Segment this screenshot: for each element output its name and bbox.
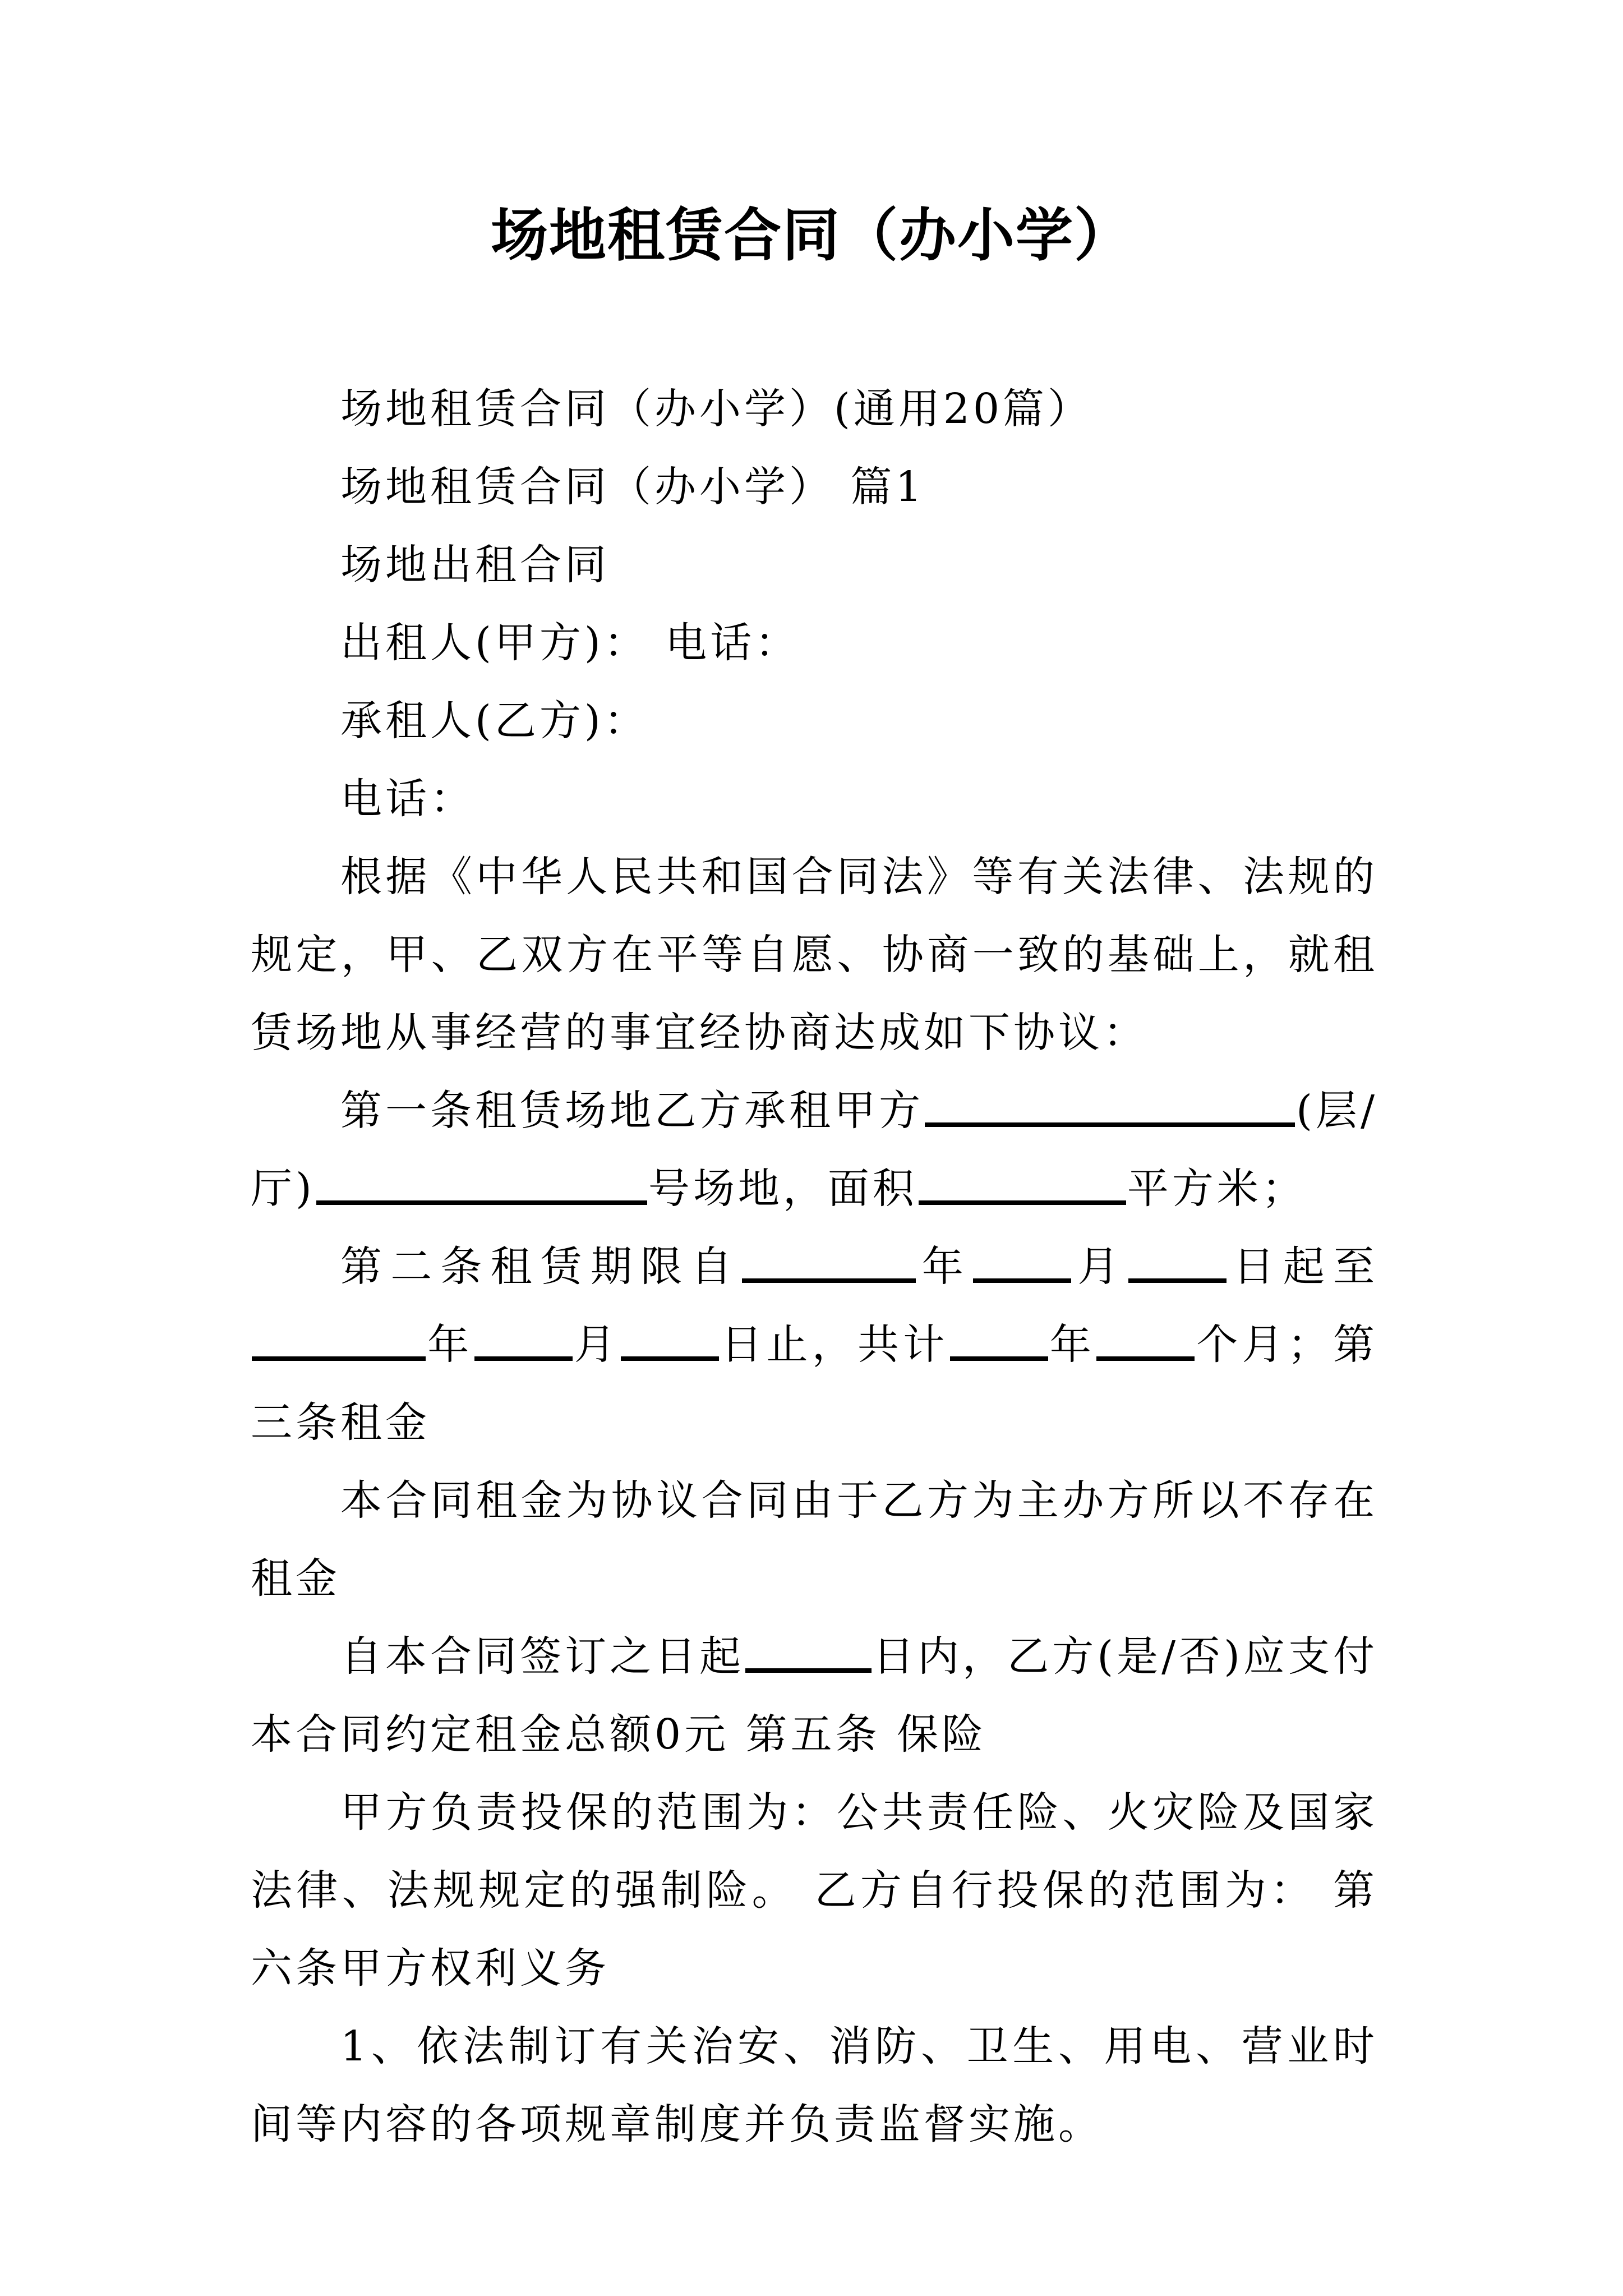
floor-blank[interactable] bbox=[925, 1083, 1295, 1126]
payment-text-a: 自本合同签订之日起 bbox=[340, 1632, 745, 1681]
paragraph-rent: 本合同租金为协议合同由于乙方为主办方所以不存在租金 bbox=[251, 1476, 1378, 1603]
start-day-blank[interactable] bbox=[1128, 1239, 1227, 1282]
article-1-text-b: (层/厅) bbox=[251, 1087, 1378, 1213]
article-2-text-g: 日止，共计 bbox=[720, 1320, 949, 1369]
article-2-text-d: 日起至 bbox=[1228, 1243, 1378, 1291]
paragraph-chapter-heading: 场地租赁合同（办小学） 篇1 bbox=[340, 463, 925, 511]
article-1-text-d: 平方米； bbox=[1127, 1165, 1307, 1213]
article-2-text-a: 第二条租赁期限自 bbox=[340, 1243, 741, 1291]
article-2-text-h: 年 bbox=[1049, 1320, 1095, 1369]
total-years-blank[interactable] bbox=[950, 1317, 1048, 1360]
end-day-blank[interactable] bbox=[621, 1317, 719, 1360]
paragraph-insurance: 甲方负责投保的范围为：公共责任险、火灾险及国家法律、法规规定的强制险。 乙方自行投保的范围为： 第六条甲方权利义务 bbox=[251, 1788, 1378, 1993]
article-1-text-c: 号场地，面积 bbox=[648, 1165, 917, 1213]
paragraph-contract-name: 场地出租合同 bbox=[340, 541, 610, 589]
article-2-text-b: 年 bbox=[916, 1243, 972, 1291]
paragraph-lessor: 出租人(甲方)： 电话： bbox=[340, 619, 800, 667]
article-1-text-a: 第一条租赁场地乙方承租甲方 bbox=[340, 1087, 924, 1135]
end-year-blank[interactable] bbox=[252, 1317, 426, 1360]
payment-text-b: 日内，乙方(是/否)应支付本合同约定租金总额0元 第五条 保险 bbox=[251, 1632, 1378, 1759]
article-2-text-e: 年 bbox=[427, 1320, 473, 1369]
article-2-text-c: 月 bbox=[1072, 1243, 1128, 1291]
paragraph-subtitle: 场地租赁合同（办小学）(通用20篇） bbox=[340, 385, 1093, 433]
paragraph-article-1 bbox=[251, 1072, 1378, 1228]
paragraph-article-2 bbox=[251, 1228, 1378, 1462]
area-blank[interactable] bbox=[919, 1161, 1126, 1204]
document-title: 场地租赁合同（办小学） bbox=[491, 202, 1132, 269]
start-year-blank[interactable] bbox=[742, 1239, 916, 1282]
total-months-blank[interactable] bbox=[1096, 1317, 1195, 1360]
start-month-blank[interactable] bbox=[973, 1239, 1071, 1282]
document-body bbox=[251, 370, 1378, 2164]
paragraph-payment bbox=[251, 1618, 1378, 1774]
paragraph-lessor-duty-1: 1、依法制订有关治安、消防、卫生、用电、营业时间等内容的各项规章制度并负责监督实施。 bbox=[251, 2022, 1378, 2148]
paragraph-lessee: 承租人(乙方)： bbox=[340, 697, 649, 745]
site-number-blank[interactable] bbox=[316, 1161, 647, 1204]
article-2-text-i: 个月；第三条租金 bbox=[251, 1320, 1378, 1447]
paragraph-preamble: 根据《中华人民共和国合同法》等有关法律、法规的规定，甲、乙双方在平等自愿、协商一致的基础上，就租赁场地从事经营的事宜经协商达成如下协议： bbox=[251, 853, 1378, 1057]
article-2-text-f: 月 bbox=[573, 1320, 620, 1369]
end-month-blank[interactable] bbox=[474, 1317, 573, 1360]
paragraph-phone: 电话： bbox=[340, 775, 475, 823]
payment-days-blank[interactable] bbox=[745, 1628, 872, 1672]
